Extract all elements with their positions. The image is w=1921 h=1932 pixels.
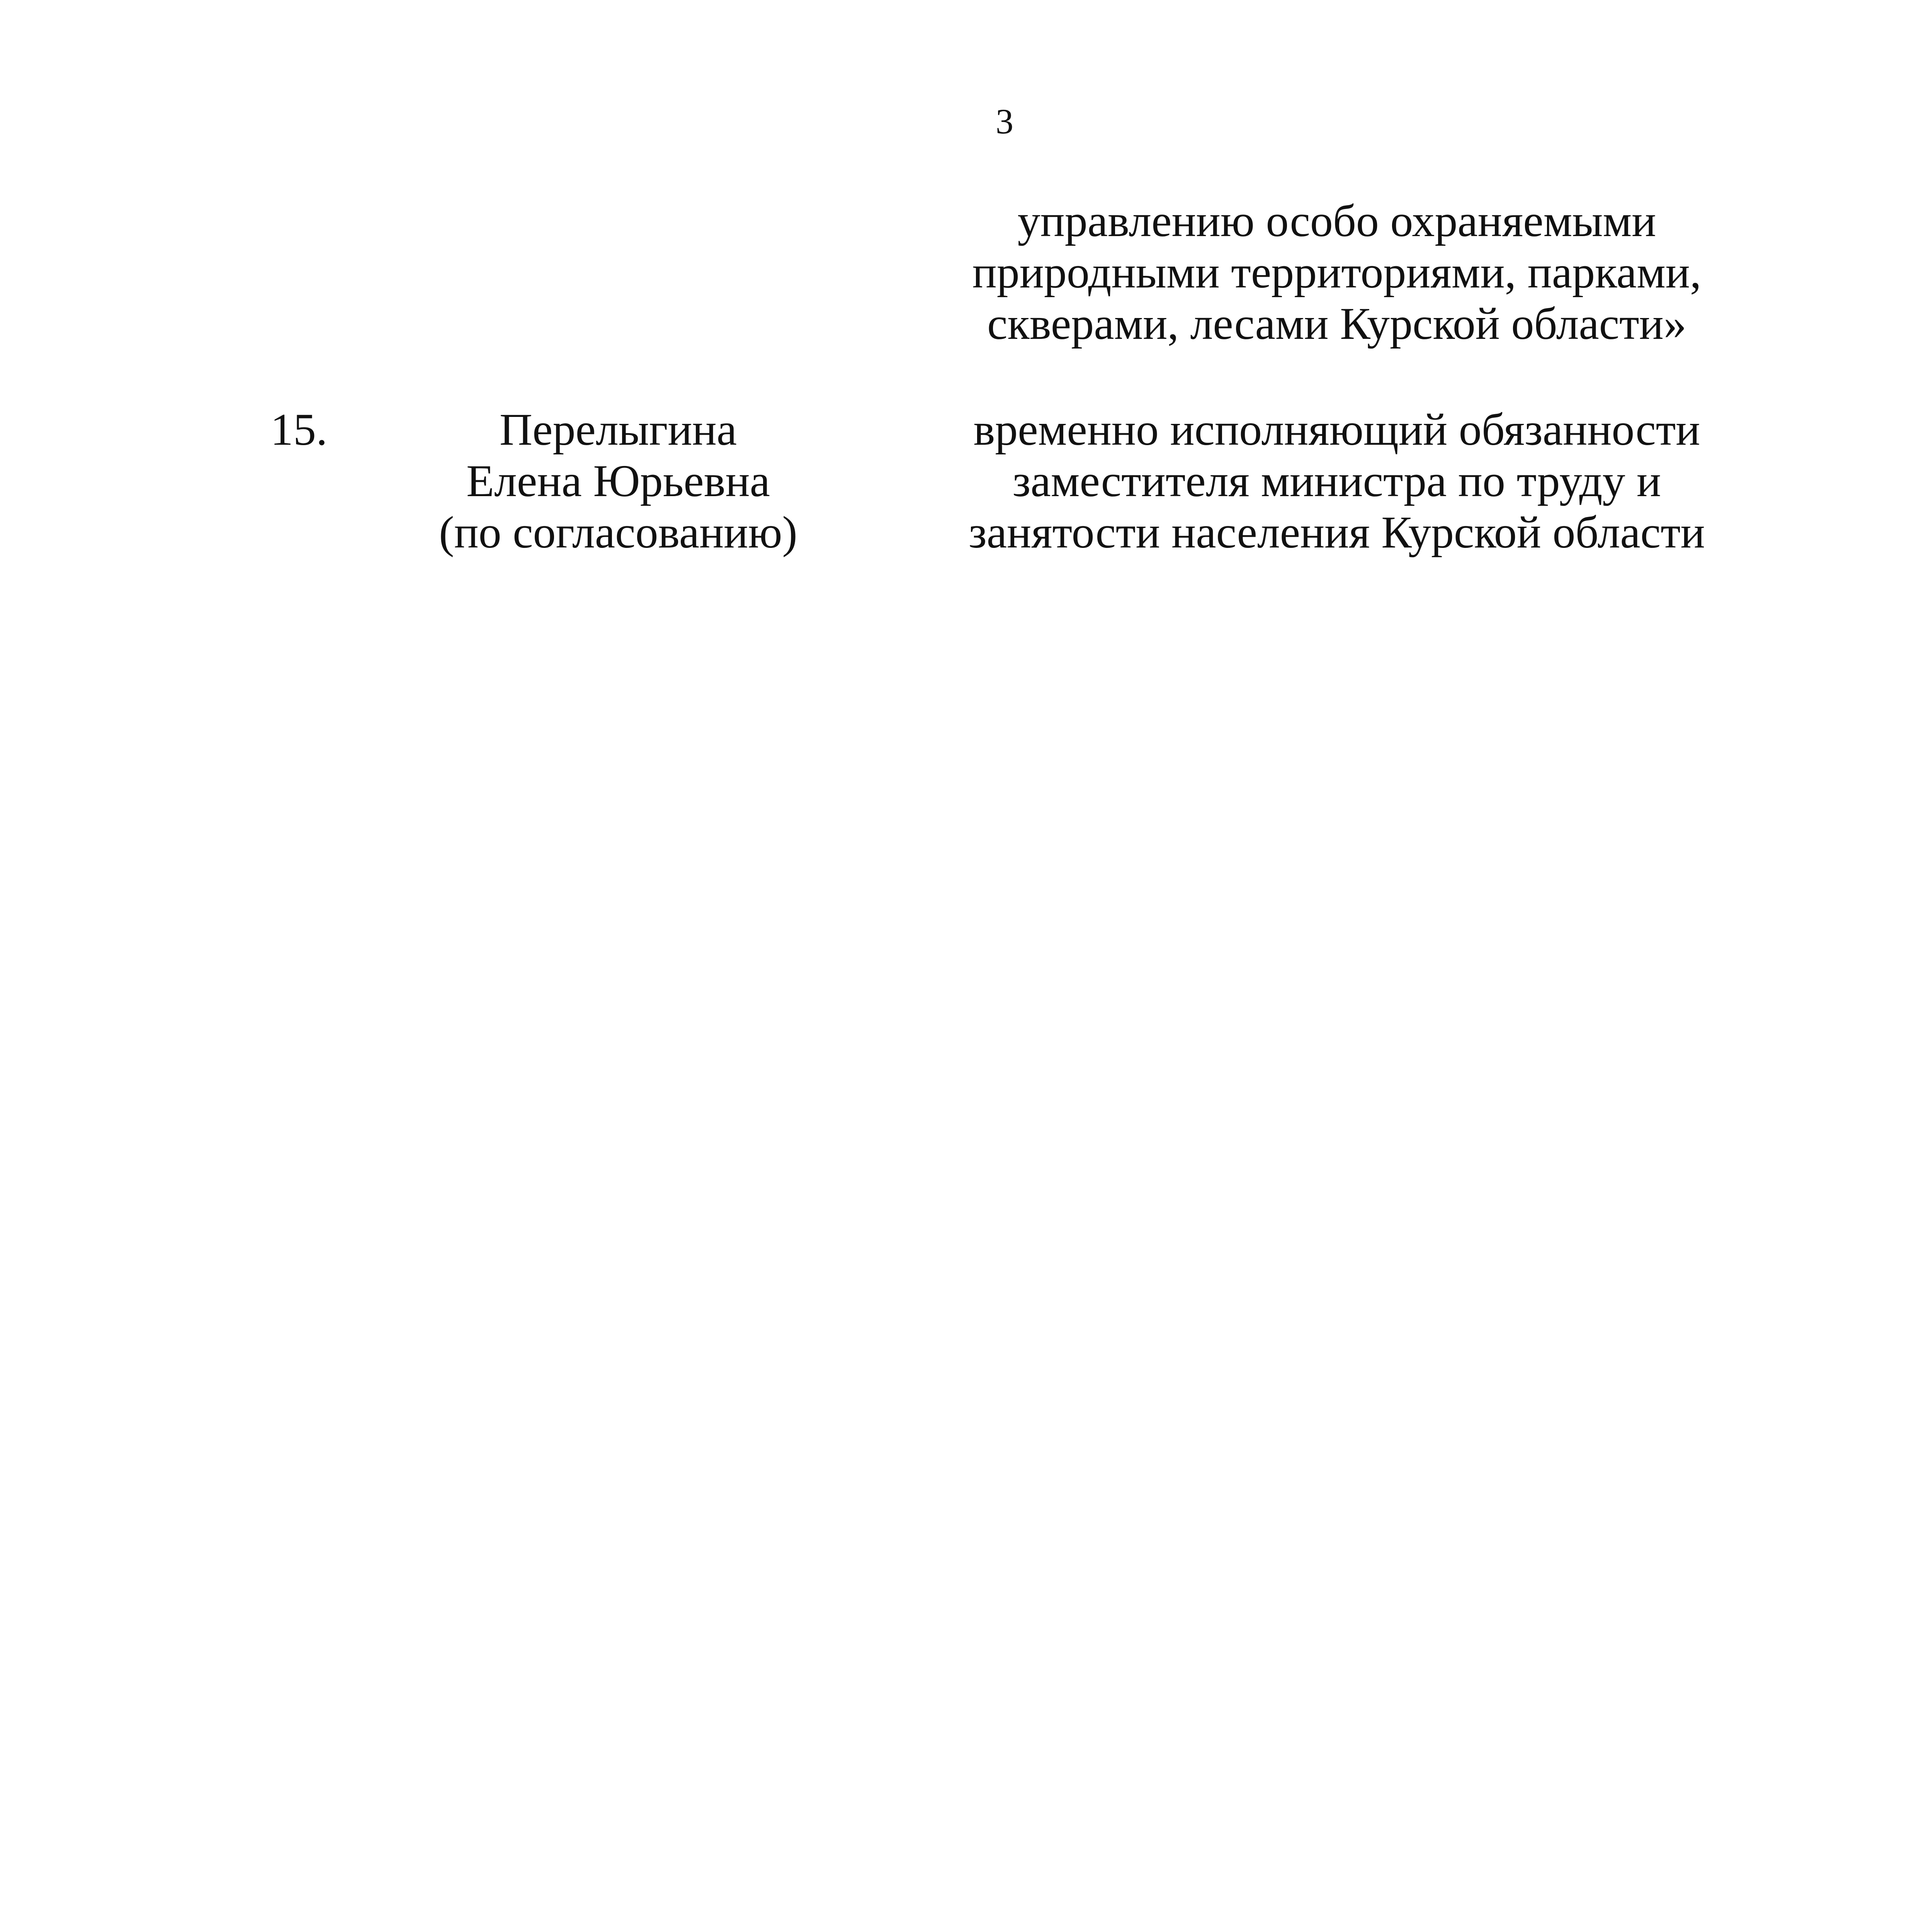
position-line: заместителя министра по труду и [1012, 456, 1661, 506]
given-name-patronymic: Елена Юрьевна [466, 456, 770, 506]
continued-position-line: скверами, лесами Курской области» [987, 298, 1686, 349]
entry-number: 15. [270, 404, 328, 455]
position-line: временно исполняющий обязанности [973, 404, 1700, 455]
consent-note: (по согласованию) [439, 507, 797, 558]
continued-position-line: природными территориями, парками, [972, 247, 1702, 298]
continued-position-line: управлению особо охраняемыми [1017, 196, 1656, 246]
position-line: занятости населения Курской области [969, 507, 1705, 558]
continued-position-text [920, 195, 1754, 349]
surname: Перелыгина [499, 404, 737, 455]
entry-position [920, 404, 1754, 558]
entry-person-name [398, 404, 838, 558]
page-number: 3 [996, 102, 1013, 141]
